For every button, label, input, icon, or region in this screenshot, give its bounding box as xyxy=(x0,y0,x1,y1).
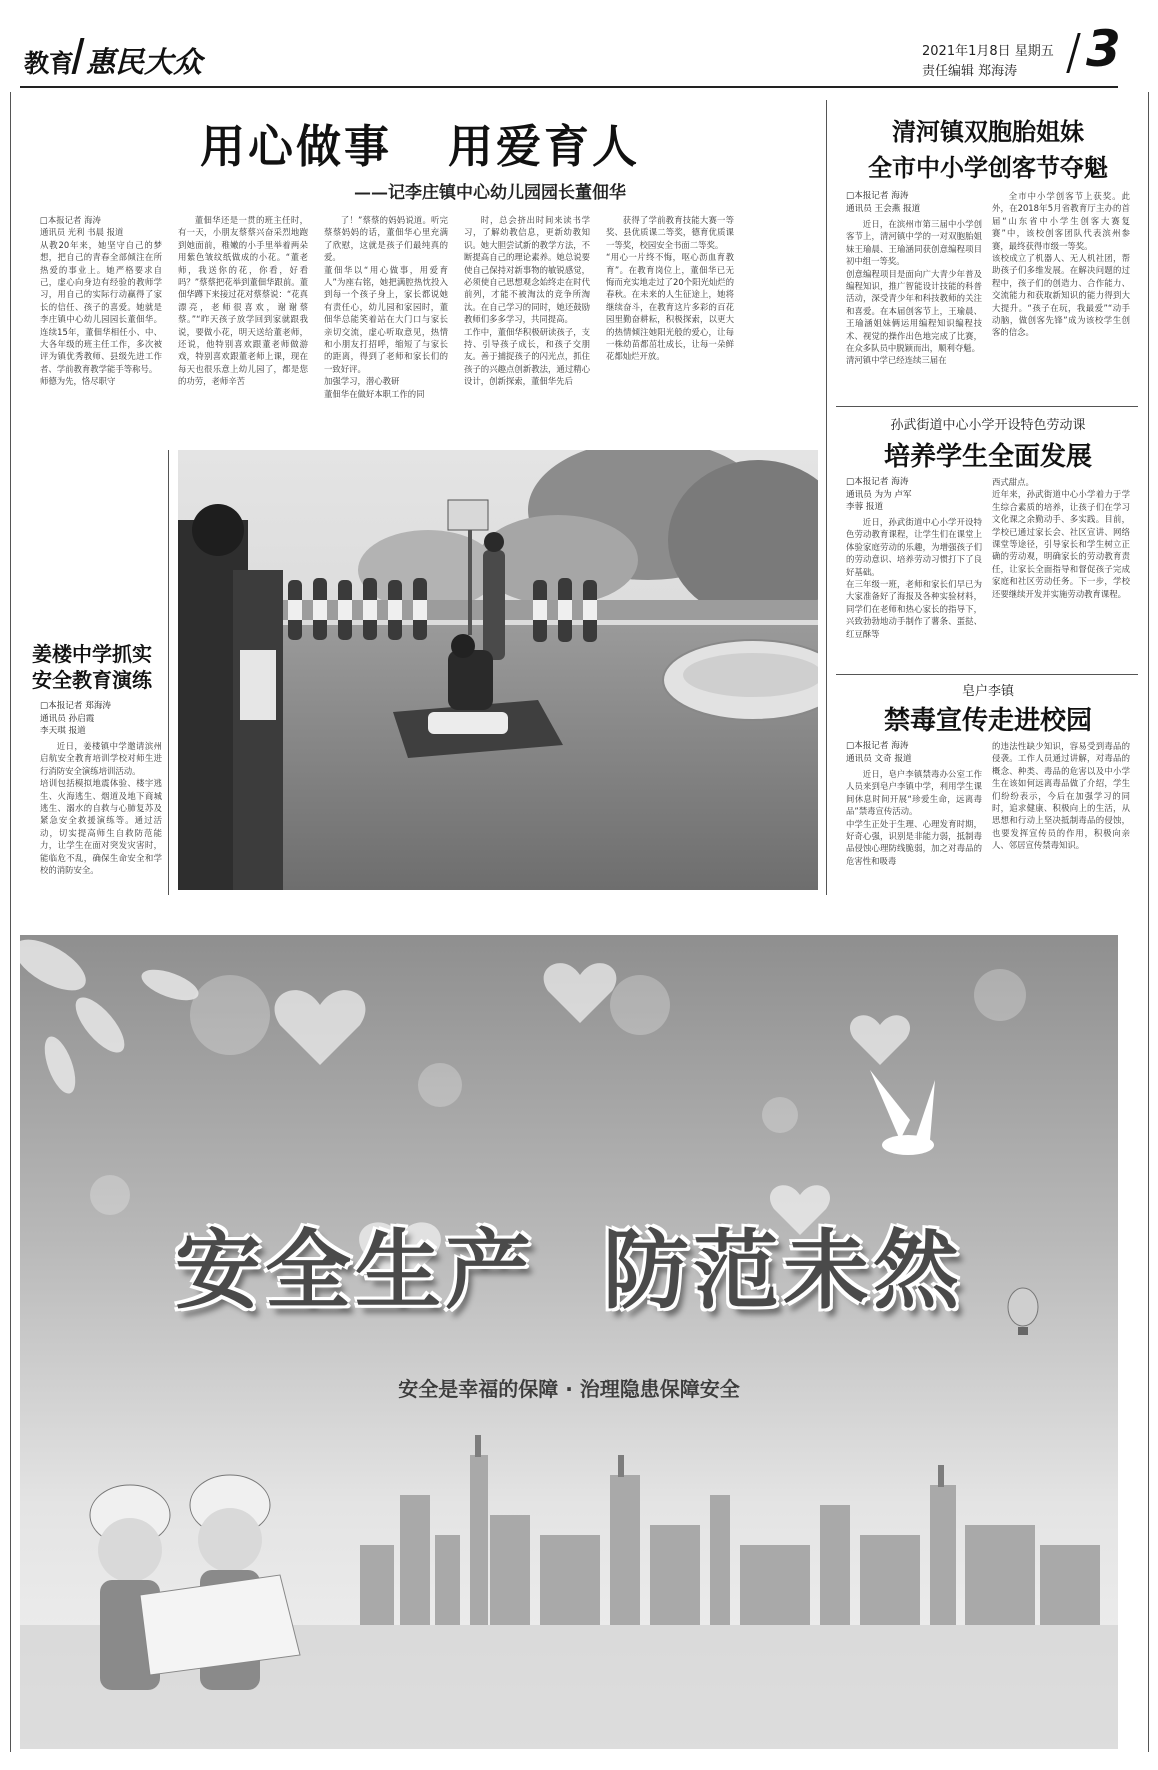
jianglou-byline-text: □本报记者 郑海涛 通讯员 孙启霞 李天琪 报道 xyxy=(40,701,112,737)
laodong-col2-text: 西式甜点。 近年来，孙武街道中心小学着力于学生综合素质的培养，让孩子们在学习文化课之余勤动手、多实践。目前，学校已通过家长会、社区宣讲、网络课堂等途径，引导家长和学生树立正确的劳动观，明确家长的劳动教育责任，让家长全面指导和督促孩子完成家庭和社区劳动任务。下一步，学校还要继续开发并实施劳动教育课程。 xyxy=(992,477,1130,599)
lead-col3-text: 了！”蔡蔡的妈妈说道。听完蔡蔡妈妈的话，董佃华心里充满了欣慰，这就是孩子们最纯真的爱。 董佃华以“用心做事，用爱育人”为座右铭，她把满腔热忱投入到每一个孩子身上，家长都说她有责任心，幼儿园和家园时，董佃华总能笑着站在大门口与家长亲切交流，虚心听取意见，热情和小朋友打招呼，缩短了与家长的距离，得到了老师和家长们的一致好评。 加强学习，潜心教研 董佃华在做好本职工作的同 xyxy=(324,215,448,399)
lead-column-3 xyxy=(324,214,448,446)
page-number: 3 xyxy=(1086,20,1121,78)
jindu-column-2 xyxy=(992,740,1130,886)
section-name: 教育 xyxy=(24,49,75,78)
twins-column-1 xyxy=(846,218,982,400)
twins-col2-text: 全市中小学创客节上获奖。此外，在2018年5月省教育厅主办的首届“山东省中小学生创客大赛复赛”中，该校创客团队代表滨州参赛，最终获得市级一等奖。 该校成立了机器人、无人机社团，帮助孩子们多维发展。在解决问题的过程中，孩子们的创造力、合作能力、交流能力和获取新知识的能力得到大大提升。“孩子在玩，我最爱”“动手动脑，做创客先锋”成为该校学生创客的信念。 xyxy=(992,191,1130,338)
lead-col2-text: 董佃华还是一贯的班主任时，有一天，小朋友蔡蔡兴奋采烈地跑到她面前，稚嫩的小手里举着两朵用紫色皱纹纸做成的小花。“董老师，我送你的花，你看，好看吗？”蔡蔡把花举到董佃华跟前。董佃华蹲下来接过花对蔡蔡说：“花真漂亮，老师很喜欢，谢谢蔡蔡。”“昨天孩子放学回到家就跟我说，要做小花，明天送给董老师，还说，他特别喜欢跟董老师做游戏，特别喜欢跟董老师上课，现在每天也很乐意上幼儿园了，都是您的功劳，老师辛苦 xyxy=(178,215,308,387)
laodong-kicker: 孙武街道中心小学开设特色劳动课 xyxy=(890,418,1086,433)
right-edge-rule xyxy=(1148,92,1149,1752)
jindu-title: 禁毒宣传走进校园 xyxy=(883,706,1092,736)
twins-title-line1: 清河镇双胞胎姐妹 xyxy=(892,117,1084,146)
twins-byline-text: □本报记者 海涛 通讯员 王会燕 报道 xyxy=(846,191,921,214)
jindu-kicker: 皂户李镇 xyxy=(961,684,1014,699)
lead-column-4 xyxy=(464,214,590,446)
lead-column-1 xyxy=(40,214,162,446)
jianglou-byline xyxy=(40,700,160,738)
laodong-column-2 xyxy=(992,476,1130,668)
laodong-col1-text: 近日，孙武街道中心小学开设特色劳动教育课程，让学生们在课堂上体验家庭劳动的乐趣，为增强孩子们的劳动意识、培养劳动习惯打下了良好基础。 在三年级一班，老师和家长们早已为大家准备好了海报及各种实验材料，同学们在老师和热心家长的指导下，兴致勃勃地动手制作了薯条、蛋挞、红豆酥等 xyxy=(846,517,982,639)
dove-shape xyxy=(870,1070,935,1155)
lead-col4-text: 时，总会挤出时间来读书学习，了解幼教信息，更新幼教知识。她大胆尝试新的教学方法，不断提高自己的理论素养。她总说要使自己保持对新事物的敏锐感觉，必须使自己思想观念始终走在时代前列，才能不被淘汰的竞争所淘汰。在自己学习的同时，她还鼓励教师们多多学习，共同提高。 工作中，董佃华积极研读孩子，支持、引导孩子成长，和孩子交朋友。善于捕捉孩子的闪光点，抓住孩子的兴趣点创新教法，通过精心设计，创新探索，董佃华先后 xyxy=(464,215,590,387)
page-editor: 责任编辑 郑海涛 xyxy=(922,64,1018,79)
safety-banner xyxy=(20,935,1118,1749)
laodong-byline xyxy=(846,476,982,516)
lead-column-5 xyxy=(606,214,734,446)
left-edge-rule xyxy=(10,92,11,1752)
lead-column-2 xyxy=(178,214,308,446)
jianglou-title-line1: 姜楼中学抓实 xyxy=(32,642,152,666)
twins-title-line2: 全市中小学创客节夺魁 xyxy=(868,153,1108,182)
laodong-column-1 xyxy=(846,516,982,668)
lead-title: 用心做事 用爱育人 xyxy=(199,120,640,173)
twins-col1-text: 近日，在滨州市第三届中小学创客节上，清河镇中学的一对双胞胎姐妹王瑜晨、王瑜涵同获创意编程项目初中组一等奖。 创意编程项目是面向广大青少年普及编程知识，推广智能设计技能的科普活动，深受青少年和科技教师的关注和喜爱。在本届创客节上，王瑜晨、王瑜涵姐妹俩运用编程知识编程技术、视觉的操作出色地完成了比赛，在众多队员中脱颖而出，顺利夺魁。 清河镇中学已经连续三届在 xyxy=(846,219,982,366)
twins-column-2 xyxy=(992,190,1130,386)
jindu-column-1 xyxy=(846,768,982,886)
jianglou-body-text: 近日，姜楼镇中学邀请滨州启航安全教育培训学校对师生进行消防安全演练培训活动。 培训包括模拟地震体验、楼宇逃生、火海逃生、烟道及地下商城逃生、溺水的自救与心肺复苏及紧急安全救援演练等。通过活动，切实提高师生自救防范能力，让学生在面对突发灾害时，能临危不乱，确保生命安全和学校的消防安全。 xyxy=(40,741,162,876)
issue-date: 2021年1月8日 星期五 xyxy=(922,44,1054,59)
banner-decoration xyxy=(20,935,1118,1749)
jianglou-body xyxy=(40,740,162,890)
lead-right-rule xyxy=(826,100,827,895)
masthead-rule xyxy=(20,86,1118,88)
laodong-title: 培养学生全面发展 xyxy=(883,442,1092,472)
laodong-bottom-rule xyxy=(836,674,1138,675)
twins-bottom-rule xyxy=(836,406,1138,407)
jindu-byline xyxy=(846,740,982,768)
banner-slogan: 安全是幸福的保障 · 治理隐患保障安全 xyxy=(398,1377,740,1401)
lead-col5-text: 获得了学前教育技能大赛一等奖、县优质课二等奖，德育优质课一等奖，校园安全书面二等奖。 “用心一片终不悔，呕心沥血育教育”。在教育岗位上，董佃华已无悔而充实地走过了20个阳光灿烂的春秋。在未来的人生征途上，她将继续奋斗，在教育这片多彩的百花园里勤奋耕耘，积极探索，以更大的热情倾注她阳光般的爱心，让每一株幼苗都茁壮成长，让每一朵鲜花都灿烂开放。 xyxy=(606,215,734,362)
column-name: 惠民大众 xyxy=(86,45,203,79)
jindu-col1-text: 近日，皂户李镇禁毒办公室工作人员来到皂户李镇中学，利用学生课间休息时间开展“珍爱生命，远离毒品”禁毒宣传活动。 中学生正处于生理、心理发育时期，好奇心强，识别是非能力弱，抵制毒品侵蚀心理防线脆弱，加之对毒品的危害性和吸毒 xyxy=(846,769,982,866)
jianglou-right-rule xyxy=(168,450,169,895)
jindu-byline-text: □本报记者 海涛 通讯员 文奇 报道 xyxy=(846,741,912,764)
lead-col1-text: □本报记者 海涛 通讯员 光利 书晨 报道 从教20年来，她坚守自己的梦想，把自己的青春全部倾注在所热爱的事业上。她严格要求自己，虚心向身边有经验的教师学习，用自己的实际行动赢得了家长的信任、孩子的喜爱。她就是李庄镇中心幼儿园园长董佃华。连续15年，董佃华相任小、中、大各年级的班主任工作，多次被评为镇优秀教师、县级先进工作者、学前教育教学能手等称号。 师德为先，恪尽职守 xyxy=(40,215,162,387)
lead-subtitle: ——记李庄镇中心幼儿园园长董佃华 xyxy=(354,183,626,203)
masthead-slash xyxy=(1066,33,1080,73)
masthead xyxy=(0,0,1158,92)
twins-byline xyxy=(846,190,986,218)
banner-title: 安全生产 防范未然 xyxy=(175,1221,963,1321)
jianglou-title-line2: 安全教育演练 xyxy=(32,668,152,692)
cpr-drill-illustration xyxy=(178,450,818,890)
cpr-drill-photo xyxy=(178,450,818,890)
jindu-col2-text: 的违法性缺少知识，容易受到毒品的侵袭。工作人员通过讲解，对毒品的概念、种类、毒品的危害以及中小学生在该如何远离毒品做了介绍，学生们纷纷表示，今后在加强学习的同时，追求健康、积极向上的生活，从思想和行动上坚决抵制毒品的侵蚀，也要发挥宣传员的作用，积极向亲人、邻居宣传禁毒知识。 xyxy=(992,741,1130,851)
laodong-byline-text: □本报记者 海涛 通讯员 为为 卢军 李蓉 报道 xyxy=(846,477,912,513)
safety-workers-illustration xyxy=(90,1475,300,1690)
